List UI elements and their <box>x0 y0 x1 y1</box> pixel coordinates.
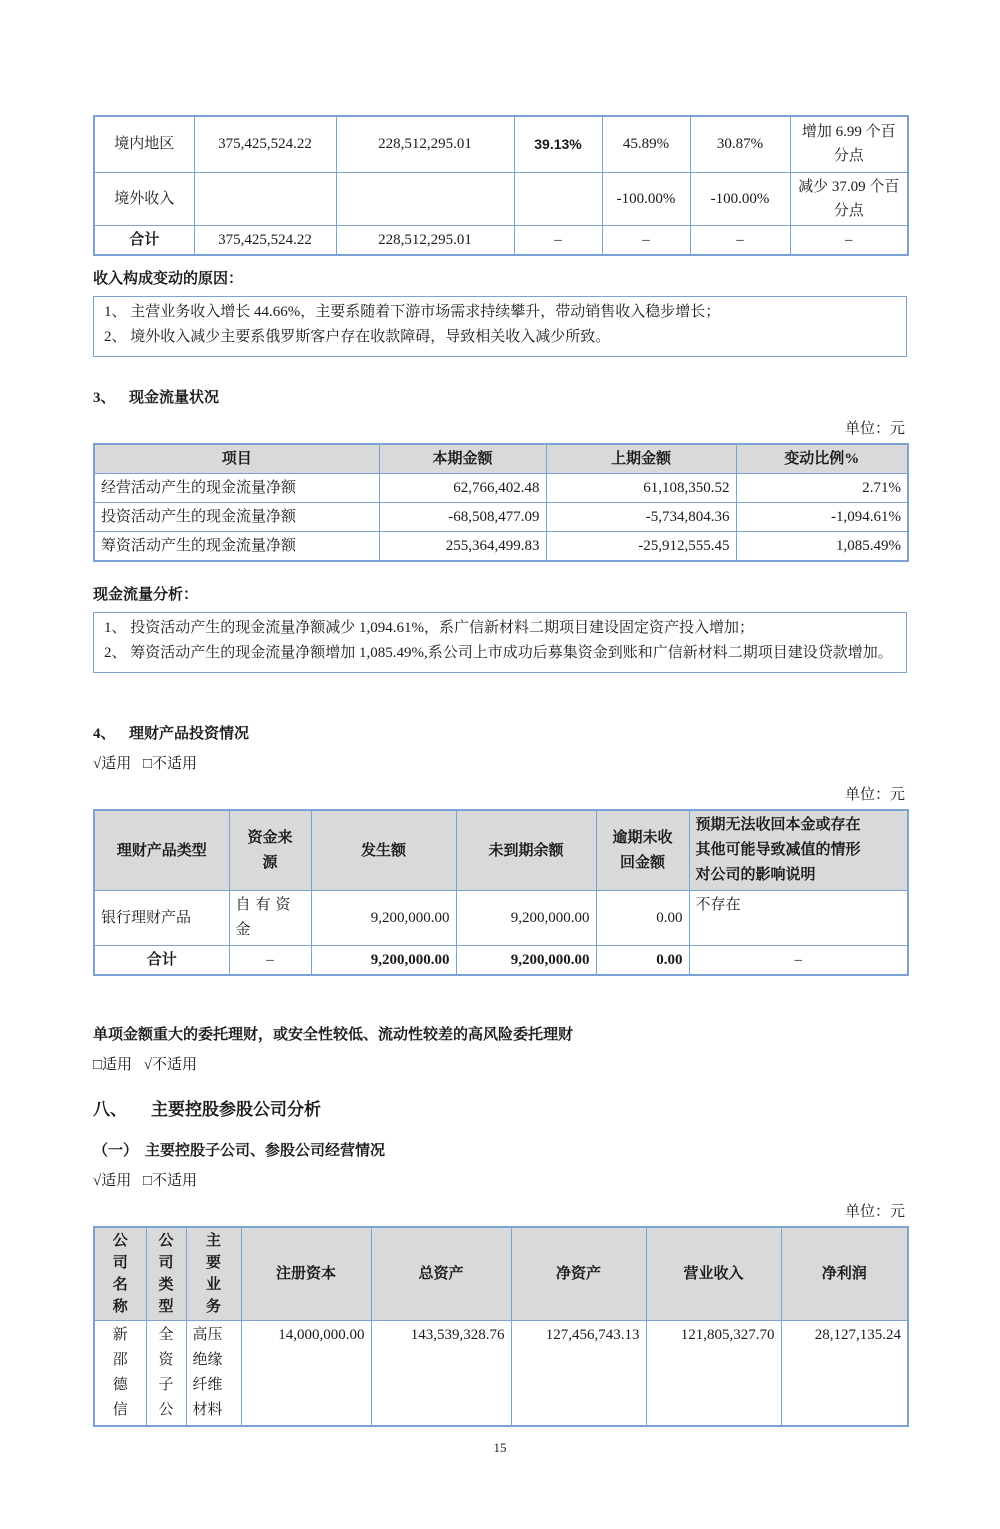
header-overdue: 逾期未收回金额 <box>596 810 689 891</box>
table-header-row <box>94 444 908 474</box>
yoy-previous-cell: – <box>690 225 790 255</box>
high-risk-entrusted-note: 单项金额重大的委托理财，或安全性较低、流动性较差的高风险委托理财 <box>93 1027 574 1043</box>
previous-cell: 61,108,350.52 <box>546 474 736 503</box>
table-total-row <box>94 225 908 255</box>
header-previous: 上期金额 <box>546 444 736 474</box>
yoy-previous-cell: 30.87% <box>690 116 790 172</box>
header-revenue: 营业收入 <box>646 1227 781 1321</box>
table-row <box>94 116 908 172</box>
subsidiaries-table <box>93 1226 909 1427</box>
change-cell: 2.71% <box>736 474 908 503</box>
total-label-cell: 合计 <box>94 225 194 255</box>
impairment-cell: – <box>689 946 908 976</box>
total-label-cell: 合计 <box>94 946 229 976</box>
header-outstanding: 未到期余额 <box>456 810 596 891</box>
header-item: 项目 <box>94 444 379 474</box>
ratio-cell: – <box>514 225 602 255</box>
cashflow-analysis-box <box>93 612 907 673</box>
report-page <box>93 115 907 1456</box>
company-type-cell: 全资子公 <box>146 1321 186 1427</box>
section-heading-wealth <box>93 722 907 746</box>
table-row <box>94 172 908 225</box>
applicable-line: √适用 □不适用 <box>93 1173 198 1189</box>
yoy-previous-cell: -100.00% <box>690 172 790 225</box>
table-header-row <box>94 1227 908 1321</box>
table-row <box>94 474 908 503</box>
item-cell: 经营活动产生的现金流量净额 <box>94 474 379 503</box>
overdue-cell: 0.00 <box>596 946 689 976</box>
header-current: 本期金额 <box>379 444 546 474</box>
total-assets-cell: 143,539,328.76 <box>371 1321 511 1427</box>
ratio-change-cell: 减少 37.09 个百分点 <box>790 172 908 225</box>
section-title: 现金流量状况 <box>129 390 220 406</box>
applicable-line: □适用 √不适用 <box>93 1057 198 1073</box>
impairment-cell: 不存在 <box>689 891 908 946</box>
ratio-cell: 39.13% <box>514 116 602 172</box>
item-cell: 筹资活动产生的现金流量净额 <box>94 532 379 562</box>
header-main-business: 主要业务 <box>186 1227 241 1321</box>
analysis-item: 1、 投资活动产生的现金流量净额减少 1,094.61%，系广信新材料二期项目建设固定资产投入增加； <box>104 620 754 636</box>
product-type-cell: 银行理财产品 <box>94 891 229 946</box>
header-total-assets: 总资产 <box>371 1227 511 1321</box>
revenue-breakdown-table <box>93 115 909 256</box>
registered-capital-cell: 14,000,000.00 <box>241 1321 371 1427</box>
change-cell: -1,094.61% <box>736 503 908 532</box>
section-number: 4、 <box>93 726 116 742</box>
header-change: 变动比例% <box>736 444 908 474</box>
previous-cell: -25,912,555.45 <box>546 532 736 562</box>
table-row <box>94 532 908 562</box>
header-amount: 发生额 <box>311 810 456 891</box>
current-cell: 62,766,402.48 <box>379 474 546 503</box>
outstanding-cell: 9,200,000.00 <box>456 891 596 946</box>
unit-label: 单位：元 <box>844 787 905 803</box>
region-name-cell: 境外收入 <box>94 172 194 225</box>
unit-label: 单位：元 <box>844 1204 905 1220</box>
header-net-profit: 净利润 <box>781 1227 908 1321</box>
cash-flow-table <box>93 443 909 562</box>
revenue-cell: 121,805,327.70 <box>646 1321 781 1427</box>
analysis-item: 2、 筹资活动产生的现金流量净额增加 1,085.49%,系公司上市成功后募集资金到账和广信新材料二期项目建设贷款增加。 <box>104 645 893 661</box>
fund-source-cell: 自有资金 <box>229 891 311 946</box>
current-cell: -68,508,477.09 <box>379 503 546 532</box>
amount-cell: 9,200,000.00 <box>311 891 456 946</box>
net-profit-cell: 28,127,135.24 <box>781 1321 908 1427</box>
current-amount-cell: 375,425,524.22 <box>194 225 336 255</box>
fund-source-cell: – <box>229 946 311 976</box>
main-business-cell: 高压绝缘纤维材料 <box>186 1321 241 1427</box>
table-row <box>94 503 908 532</box>
cashflow-analysis-heading: 现金流量分析： <box>93 587 199 603</box>
ratio-change-cell: 增加 6.99 个百分点 <box>790 116 908 172</box>
header-registered-capital: 注册资本 <box>241 1227 371 1321</box>
section-number: 3、 <box>93 390 116 406</box>
company-name-cell: 新邵德信 <box>94 1321 146 1427</box>
header-fund-source: 资金来源 <box>229 810 311 891</box>
previous-amount-cell: 228,512,295.01 <box>336 116 514 172</box>
change-cell: 1,085.49% <box>736 532 908 562</box>
header-company-type: 公司类型 <box>146 1227 186 1321</box>
applicable-line: √适用 □不适用 <box>93 756 198 772</box>
overdue-cell: 0.00 <box>596 891 689 946</box>
yoy-current-cell: -100.00% <box>602 172 690 225</box>
unit-label: 单位：元 <box>844 421 905 437</box>
current-amount-cell <box>194 172 336 225</box>
revenue-reason-heading: 收入构成变动的原因： <box>93 271 244 287</box>
section-number: 八、 <box>93 1100 127 1119</box>
table-header-row <box>94 810 908 891</box>
previous-amount-cell <box>336 172 514 225</box>
section-heading-subsidiaries <box>93 1098 907 1122</box>
section-heading-cashflow <box>93 386 907 410</box>
subsection-heading-subsidiaries <box>93 1139 907 1163</box>
table-row <box>94 1321 908 1427</box>
previous-cell: -5,734,804.36 <box>546 503 736 532</box>
ratio-change-cell: – <box>790 225 908 255</box>
table-total-row <box>94 946 908 976</box>
subsection-title: 主要控股子公司、参股公司经营情况 <box>145 1143 386 1159</box>
current-amount-cell: 375,425,524.22 <box>194 116 336 172</box>
ratio-cell <box>514 172 602 225</box>
amount-cell: 9,200,000.00 <box>311 946 456 976</box>
header-impairment: 预期无法收回本金或存在其他可能导致减值的情形对公司的影响说明 <box>689 810 908 891</box>
table-row <box>94 891 908 946</box>
revenue-reason-box <box>93 296 907 357</box>
current-cell: 255,364,499.83 <box>379 532 546 562</box>
yoy-current-cell: – <box>602 225 690 255</box>
header-net-assets: 净资产 <box>511 1227 646 1321</box>
header-product-type: 理财产品类型 <box>94 810 229 891</box>
section-title: 主要控股参股公司分析 <box>151 1100 321 1119</box>
outstanding-cell: 9,200,000.00 <box>456 946 596 976</box>
reason-item: 2、 境外收入减少主要系俄罗斯客户存在收款障碍，导致相关收入减少所致。 <box>104 329 611 345</box>
wealth-products-table <box>93 809 909 976</box>
subsection-number: （一） <box>93 1143 139 1159</box>
page-number: 15 <box>493 1440 507 1455</box>
item-cell: 投资活动产生的现金流量净额 <box>94 503 379 532</box>
region-name-cell: 境内地区 <box>94 116 194 172</box>
yoy-current-cell: 45.89% <box>602 116 690 172</box>
section-title: 理财产品投资情况 <box>129 726 250 742</box>
header-company-name: 公司名称 <box>94 1227 146 1321</box>
net-assets-cell: 127,456,743.13 <box>511 1321 646 1427</box>
reason-item: 1、 主营业务收入增长 44.66%，主要系随着下游市场需求持续攀升，带动销售收入稳步增长； <box>104 304 721 320</box>
previous-amount-cell: 228,512,295.01 <box>336 225 514 255</box>
